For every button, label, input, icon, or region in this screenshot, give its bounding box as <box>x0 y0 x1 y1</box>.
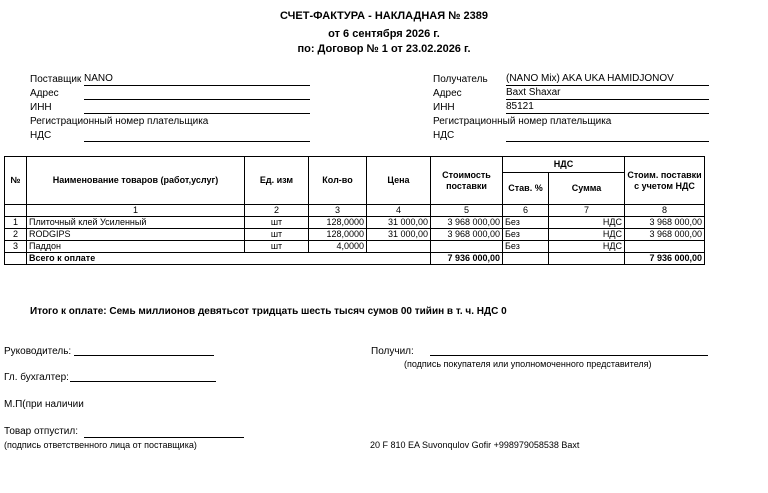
row-cost: 3 968 000,00 <box>431 229 503 241</box>
row-cost: 3 968 000,00 <box>431 217 503 229</box>
row-total: 3 968 000,00 <box>625 229 705 241</box>
row-price: 31 000,00 <box>367 229 431 241</box>
header-num: № <box>5 157 27 205</box>
supplier-nds-label: НДС <box>30 130 52 141</box>
supplier-reg-label: Регистрационный номер плательщика <box>30 116 209 127</box>
header-qty: Кол-во <box>309 157 367 205</box>
row-rate: Без <box>503 241 549 253</box>
footer-address: 20 F 810 EA Suvonqulov Gofir +998979058538 Baxt <box>370 440 580 450</box>
row-unit: шт <box>245 229 309 241</box>
header-unit: Ед. изм <box>245 157 309 205</box>
table-row <box>5 241 705 253</box>
row-rate: Без <box>503 217 549 229</box>
supplier-address-value <box>84 87 310 100</box>
total-cost: 7 936 000,00 <box>431 253 503 265</box>
col-number: 2 <box>245 205 309 217</box>
row-name: Плиточный клей Усиленный <box>27 217 245 229</box>
row-qty: 128,0000 <box>309 229 367 241</box>
row-unit: шт <box>245 217 309 229</box>
row-qty: 128,0000 <box>309 217 367 229</box>
col-number <box>5 205 27 217</box>
released-signature-line <box>84 437 244 438</box>
table-row <box>5 217 705 229</box>
supplier-address-label: Адрес <box>30 88 59 99</box>
row-num: 2 <box>5 229 27 241</box>
accountant-label: Гл. бухгалтер: <box>4 372 69 383</box>
recipient-nds-value <box>506 129 709 142</box>
recipient-reg-label: Регистрационный номер плательщика <box>433 116 612 127</box>
received-note: (подпись покупателя или уполномоченного представителя) <box>404 359 652 369</box>
invoice-table <box>4 156 705 265</box>
recipient-address-value: Baxt Shaxar <box>506 87 709 100</box>
recipient-address-label: Адрес <box>433 88 462 99</box>
col-number: 7 <box>549 205 625 217</box>
invoice-contract: по: Договор № 1 от 23.02.2026 г. <box>297 43 471 55</box>
recipient-inn-value: 85121 <box>506 101 709 114</box>
col-number: 5 <box>431 205 503 217</box>
row-unit: шт <box>245 241 309 253</box>
row-rate: Без <box>503 229 549 241</box>
col-number: 4 <box>367 205 431 217</box>
recipient-inn-label: ИНН <box>433 102 455 113</box>
header-sum: Сумма <box>549 173 625 205</box>
row-qty: 4,0000 <box>309 241 367 253</box>
recipient-value: (NANO Mix) AKA UKA HAMIDJONOV <box>506 73 709 86</box>
row-price: 31 000,00 <box>367 217 431 229</box>
header-rate: Став. % <box>503 173 549 205</box>
row-name: RODGIPS <box>27 229 245 241</box>
recipient-nds-label: НДС <box>433 130 455 141</box>
header-price: Цена <box>367 157 431 205</box>
row-name: Паддон <box>27 241 245 253</box>
table-row <box>5 229 705 241</box>
director-signature-line <box>74 355 214 356</box>
recipient-label: Получатель <box>433 74 488 85</box>
row-total <box>625 241 705 253</box>
header-name: Наименование товаров (работ,услуг) <box>27 157 245 205</box>
total-row <box>5 253 705 265</box>
received-signature-line <box>430 355 708 356</box>
header-total: Стоим. поставки с учетом НДС <box>625 157 705 205</box>
accountant-signature-line <box>70 381 216 382</box>
director-label: Руководитель: <box>4 346 72 357</box>
row-sum: НДС <box>549 217 625 229</box>
col-number: 6 <box>503 205 549 217</box>
col-number: 1 <box>27 205 245 217</box>
col-number: 8 <box>625 205 705 217</box>
row-cost <box>431 241 503 253</box>
payment-summary: Итого к оплате: Семь миллионов девятьсот тридцать шесть тысяч сумов 00 тийин в т. ч. НДС 0 <box>30 306 507 317</box>
total-label: Всего к оплате <box>27 253 431 265</box>
row-num: 1 <box>5 217 27 229</box>
row-total: 3 968 000,00 <box>625 217 705 229</box>
supplier-inn-value <box>84 101 310 114</box>
header-cost: Стоимость поставки <box>431 157 503 205</box>
row-sum: НДС <box>549 229 625 241</box>
header-nds: НДС <box>503 157 625 173</box>
total-with-nds: 7 936 000,00 <box>625 253 705 265</box>
row-num: 3 <box>5 241 27 253</box>
released-note: (подпись ответственного лица от поставщика) <box>4 440 197 450</box>
row-price <box>367 241 431 253</box>
supplier-value: NANO <box>84 73 310 86</box>
supplier-nds-value <box>84 129 310 142</box>
col-number: 3 <box>309 205 367 217</box>
received-label: Получил: <box>371 346 414 357</box>
supplier-inn-label: ИНН <box>30 102 52 113</box>
row-sum: НДС <box>549 241 625 253</box>
released-label: Товар отпустил: <box>4 426 78 437</box>
invoice-date: от 6 сентября 2026 г. <box>328 28 440 40</box>
invoice-title: СЧЕТ-ФАКТУРА - НАКЛАДНАЯ № 2389 <box>280 10 488 22</box>
stamp-label: М.П(при наличии <box>4 399 84 410</box>
supplier-label: Поставщик <box>30 74 82 85</box>
